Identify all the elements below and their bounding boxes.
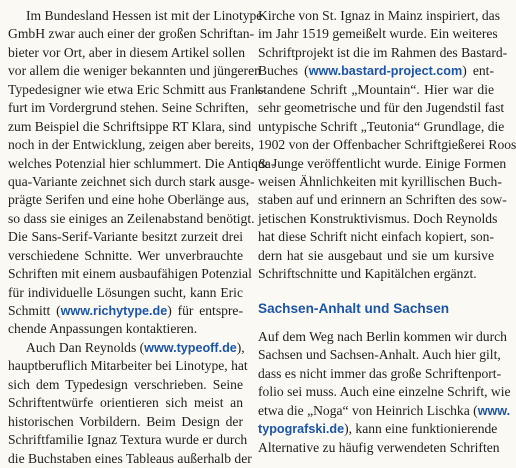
text-segment: ) ent-	[462, 63, 494, 79]
text-line: chende Anpassungen kontaktieren.	[8, 321, 198, 337]
text-segment: ) für entspre-	[167, 303, 243, 318]
text-line: Kirche von St. Ignaz in Mainz inspiriert, das	[258, 8, 500, 23]
text-line: für individuelle Lösungen sucht, kann Eric	[8, 284, 243, 300]
text-line: Sachsen und Sachsen-Anhalt. Auch hier gilt,	[258, 347, 501, 363]
text-line: 1902 von der Offenbacher Schriftgießerei Roos	[258, 137, 516, 153]
text-line: staben auf und erinnern an Schriften des sow-	[258, 192, 507, 208]
text-line: dern hat sie ausgebaut und sie um kursive	[258, 247, 494, 263]
text-line: untypische Schrift „Teutonia“ Grundlage, die	[258, 118, 505, 134]
text-line: weisen Ähnlichkeiten mit kyrillischen Buch-	[258, 173, 502, 189]
text-line: Alternative zu häufig verwendeten Schriften	[258, 439, 500, 455]
typeoff-link[interactable]: www.typeoff.de	[144, 340, 237, 355]
text-segment: etwa die „Noga“ von Heinrich Lischka (	[258, 402, 478, 418]
text-segment: Schmitt (	[8, 303, 61, 318]
text-line: hauptberuflich Mitarbeiter bei Linotype, hat	[8, 358, 248, 374]
text-segment: Buches (	[258, 63, 309, 79]
section-heading: Sachsen-Anhalt und Sachsen	[258, 300, 450, 316]
text-line: jetischen Konstruktivismus. Doch Reynolds	[258, 210, 498, 226]
text-line: dass es nicht immer das große Schriftenport-	[258, 365, 502, 381]
text-line: & Junge veröffentlicht wurde. Einige Formen	[258, 155, 507, 171]
text-line: Schriftentwürfe orientieren sich meist an	[8, 395, 243, 411]
text-line: Schriftfamilie Ignaz Textura wurde er durch	[8, 432, 248, 448]
text-line: historischen Vorbildern. Beim Design der	[8, 413, 243, 429]
text-segment: ),	[236, 339, 245, 355]
text-line: Die Sans-Serif-Variante besitzt zurzeit drei	[8, 229, 243, 245]
typografski-link-end[interactable]: typografski.de	[258, 422, 345, 437]
text-line: vor allem die weniger bekannten und jüngeren	[8, 63, 261, 79]
left-column	[8, 7, 276, 468]
text-line: standene Schrift „Mountain“. Hier war die	[258, 81, 494, 97]
text-line: zum Beispiel die Schriftsippe RT Klara, sind	[8, 118, 252, 134]
text-line: verschiedene Schnitte. Wer unverbrauchte	[8, 247, 243, 263]
text-line: Auf dem Weg nach Berlin kommen wir durch	[258, 329, 507, 344]
richytype-link[interactable]: www.richytype.de	[60, 304, 168, 318]
text-line: bieter vor Ort, aber in diesem Artikel sollen	[8, 44, 246, 60]
text-line: hat diese Schrift nicht einfach kopiert, son-	[258, 229, 494, 245]
text-line: qua-Variante zeichnet sich durch stark ausge-	[8, 173, 255, 189]
typografski-link-start[interactable]: www.	[477, 403, 511, 418]
text-line: die Buchstaben eines Tableaus außerhalb der	[8, 450, 252, 466]
section-gap	[258, 318, 494, 328]
text-line-with-link	[258, 62, 494, 80]
text-line: Im Bundesland Hessen ist mit der Linotype	[26, 8, 263, 23]
text-line: furt im Vordergrund stehen. Seine Schriften,	[8, 100, 249, 116]
text-line: prägte Serifen und eine hohe Oberlänge aus,	[8, 192, 250, 208]
text-line: Schriften mit einem ausbaufähigen Potenzial	[8, 266, 252, 282]
text-line: im Jahr 1519 gemeißelt wurde. Ein weiteres	[258, 26, 498, 42]
text-line: sehr geometrische und für den Jugendstil fast	[258, 100, 505, 116]
text-line: so dass sie einiges an Zeilenabstand benötigt.	[8, 210, 255, 226]
text-line: Schriftprojekt ist die im Rahmen des Bastard-	[258, 44, 508, 60]
bastard-project-link[interactable]: www.bastard-project.com	[308, 64, 463, 79]
text-line: sich dem Typedesign verschrieben. Seine	[8, 376, 243, 392]
text-segment: Auch Dan Reynolds (	[26, 339, 145, 355]
text-line: Typedesigner wie etwa Eric Schmitt aus Frank-	[8, 81, 267, 97]
text-line-with-link	[8, 339, 243, 357]
text-line: GmbH zwar auch einer der großen Schriftan-	[8, 26, 255, 42]
text-line-with-link	[258, 402, 511, 420]
text-segment: ), kann eine funktionierende	[344, 421, 498, 437]
text-line: folio sei muss. Auch eine einzelne Schrift, wie	[258, 384, 511, 400]
text-line: welches Potenzial hier schlummert. Die Antiqua-	[8, 155, 276, 171]
text-line: noch in der Entwicklung, zeigen aber bereits,	[8, 137, 255, 153]
text-line: Schriftschnitte und Kapitälchen ergänzt.	[258, 266, 477, 282]
section-gap	[258, 284, 494, 300]
right-column	[258, 7, 516, 457]
text-line-with-link	[8, 302, 243, 320]
text-line-with-link	[258, 420, 498, 438]
